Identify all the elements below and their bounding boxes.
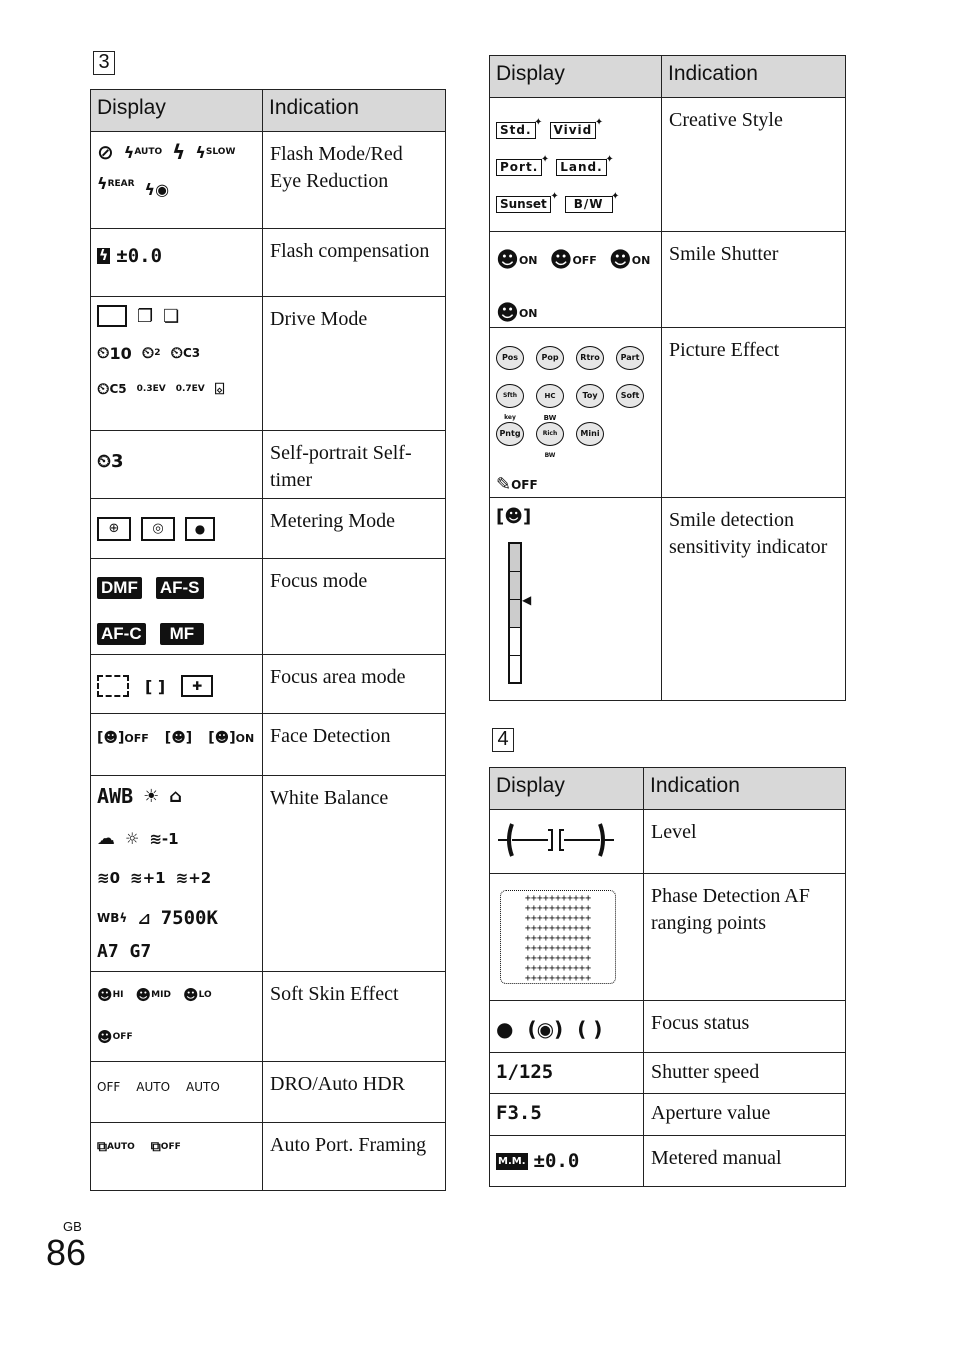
effect-posterization-icon: Pos [496, 346, 524, 370]
soft-skin-hi-icon: ☻ HI [97, 986, 124, 1004]
effect-pop-color-icon: Pop [536, 346, 564, 370]
smile-detection-icon: [☻] [496, 506, 532, 527]
row-indication: Phase Detection AF ranging points [644, 874, 846, 1001]
spot-metering-icon: ● [185, 517, 215, 541]
face-detection-registered-icon: [☻] [164, 730, 193, 746]
row-indication: Face Detection [263, 714, 446, 776]
section-label-3: 3 [93, 51, 115, 75]
fluorescent-day-white-icon: ≋ +1 [130, 869, 166, 887]
hdr-auto-icon: AUTO [186, 1080, 220, 1094]
right-bottom-table [489, 767, 846, 1187]
row-indication: Smile detection sensitivity indicator [662, 498, 846, 701]
right-top-table [489, 55, 846, 701]
row-indication: Self-portrait Self-timer [263, 431, 446, 499]
af-s-label: AF-S [156, 577, 204, 599]
row-indication: Creative Style [662, 98, 846, 232]
table-row [490, 874, 846, 1001]
center-focus-area-icon: [ ] [145, 676, 166, 696]
metered-manual-value: ±0.0 [533, 1150, 580, 1172]
style-vivid-label: Vivid ✦ [550, 122, 597, 139]
awb-label: AWB [97, 784, 134, 808]
style-landscape-label: Land. ✦ [556, 159, 606, 176]
effect-hc-bw-icon: HC BW [536, 384, 564, 408]
row-indication: Focus status [644, 1001, 846, 1053]
shutter-speed-value: 1/125 [496, 1061, 554, 1083]
table-row [490, 498, 846, 701]
continuous-icon: ❐ [137, 305, 154, 327]
daylight-icon: ☀ [143, 785, 160, 807]
flash-slow-icon: ϟ SLOW [195, 142, 236, 162]
table-row [91, 776, 446, 972]
effect-partial-color-icon: Part [616, 346, 644, 370]
row-indication: Focus mode [263, 559, 446, 655]
wide-focus-area-icon [97, 675, 129, 697]
face-detection-on-icon: [☻] ON [208, 730, 255, 746]
effect-soft-focus-icon: Soft [616, 384, 644, 408]
sensitivity-bar [508, 542, 522, 684]
self-portrait-timer-icon: ⏲ 3 [97, 451, 124, 472]
soft-skin-lo-icon: ☻ LO [182, 986, 212, 1004]
row-indication: Flash compensation [263, 229, 446, 297]
effect-retro-icon: Rtro [576, 346, 604, 370]
table-row [91, 132, 446, 229]
smile-shutter-on-icon: ☻ ON [608, 248, 651, 273]
metered-manual-icon: M.M. [496, 1153, 528, 1170]
aperture-value: F3.5 [496, 1102, 542, 1124]
smile-shutter-on-icon: ☻ ON [496, 248, 538, 273]
red-eye-icon: ϟ◉ [144, 180, 170, 199]
table-row [91, 655, 446, 714]
remote-icon: ⌺ [214, 379, 225, 398]
effect-painting-icon: Pntg [496, 422, 524, 446]
dro-off-icon: OFF [97, 1080, 121, 1094]
af-c-label: AF-C [97, 623, 146, 645]
effect-off-icon: ✎ OFF [496, 474, 538, 495]
smile-shutter-on-big-icon: ☻ ON [496, 301, 538, 326]
bracket-07-icon: 0.7EV [175, 384, 205, 394]
focus-locked-icon: ● [496, 1017, 514, 1041]
table-row [91, 1123, 446, 1191]
flash-fill-icon: ϟ [172, 140, 186, 164]
incandescent-icon: ☼ [125, 829, 140, 848]
flash-comp-icon: ϟ [99, 248, 109, 264]
flash-auto-icon: ϟ AUTO [123, 142, 163, 162]
indication-header: Indication [662, 56, 846, 98]
focus-in-progress-icon: ( ) [577, 1017, 603, 1041]
sensitivity-pointer-icon: ◀ [522, 593, 532, 607]
self-timer-cont-3-icon: ⏲ C3 [170, 343, 201, 362]
self-timer-2-icon: ⏲ 2 [141, 343, 161, 362]
wb-fine-tune-value: A7 G7 [97, 941, 152, 962]
page-number: 86 [46, 1232, 87, 1273]
row-indication: Shutter speed [644, 1053, 846, 1094]
single-shot-icon [97, 305, 127, 327]
style-standard-label: Std. ✦ [496, 122, 536, 139]
row-indication: Aperture value [644, 1094, 846, 1136]
row-indication: Focus area mode [263, 655, 446, 714]
region-label: GB [63, 1219, 82, 1234]
row-indication: White Balance [263, 776, 446, 972]
table-row [490, 328, 846, 498]
bracket-03-icon: 0.3EV [136, 384, 166, 394]
self-timer-cont-5-icon: ⏲ C5 [97, 379, 127, 398]
style-portrait-label: Port. ✦ [496, 159, 542, 176]
display-header: Display [490, 56, 662, 98]
table-row [490, 1094, 846, 1136]
phase-detection-grid-icon: +++++++++++ +++++++++++ +++++++++++ +++++++++++ +++++++++++ +++++++++++ +++++++++++ +++++++++++ +++++++++++ [500, 890, 616, 984]
indication-header: Indication [263, 90, 446, 132]
table-row [91, 559, 446, 655]
table-row [91, 714, 446, 776]
fluorescent-daylight-icon: ≋ +2 [175, 869, 212, 887]
display-header: Display [91, 90, 263, 132]
speed-continuous-icon: ❏ [163, 305, 180, 327]
dro-auto-icon: AUTO [136, 1080, 171, 1094]
table-row [490, 1001, 846, 1053]
mf-label: MF [160, 623, 205, 645]
row-indication: Soft Skin Effect [263, 972, 446, 1062]
row-indication: Auto Port. Framing [263, 1123, 446, 1191]
row-indication: Smile Shutter [662, 232, 846, 328]
row-indication: Picture Effect [662, 328, 846, 498]
effect-rich-bw-icon: Rich BW [536, 422, 564, 446]
style-bw-label: B/W ✦ [565, 196, 613, 213]
flash-rear-icon: ϟ REAR [97, 174, 135, 193]
table-row [91, 297, 446, 431]
multi-metering-icon: ⊕ [97, 517, 131, 541]
table-row [490, 810, 846, 874]
cloudy-icon: ☁ [97, 828, 115, 849]
table-row [91, 431, 446, 499]
row-indication: Flash Mode/Red Eye Reduction [263, 132, 446, 229]
effect-soft-high-key-icon: Sfth key [496, 384, 524, 408]
smile-shutter-off-icon: ☻ OFF [549, 248, 597, 273]
auto-framing-off-icon: ⧉ OFF [150, 1139, 181, 1155]
section-label-4: 4 [492, 728, 514, 752]
table-row [490, 98, 846, 232]
row-indication: Drive Mode [263, 297, 446, 431]
left-table [90, 89, 446, 1191]
face-detection-off-icon: [☻] OFF [97, 730, 149, 746]
dmf-label: DMF [97, 577, 142, 599]
row-indication: Metering Mode [263, 499, 446, 559]
table-row [91, 972, 446, 1062]
display-header: Display [490, 768, 644, 810]
soft-skin-off-icon: ☻ OFF [97, 1028, 133, 1046]
auto-framing-auto-icon: ⧉ AUTO [97, 1139, 135, 1155]
color-temp-value: 7500K [160, 907, 218, 929]
fluorescent-warm-icon: ≋ -1 [149, 829, 179, 848]
soft-skin-mid-icon: ☻ MID [135, 986, 171, 1004]
flash-comp-value: ±0.0 [116, 245, 163, 267]
row-indication: DRO/Auto HDR [263, 1062, 446, 1123]
table-row [91, 229, 446, 297]
custom-wb-icon: ⊿ [137, 908, 151, 928]
flash-off-icon: ⊘ [97, 140, 114, 164]
style-sunset-label: Sunset ✦ [496, 196, 551, 213]
row-indication: Metered manual [644, 1136, 846, 1187]
effect-miniature-icon: Mini [576, 422, 604, 446]
level-icon [496, 818, 616, 862]
self-timer-10-icon: ⏲ 10 [97, 343, 132, 363]
row-indication: Level [644, 810, 846, 874]
flash-wb-icon: WBϟ [97, 911, 128, 925]
table-row [490, 1053, 846, 1094]
table-row [490, 232, 846, 328]
center-metering-icon: ◎ [141, 517, 175, 541]
effect-toy-camera-icon: Toy [576, 384, 604, 408]
fluorescent-cool-icon: ≋ 0 [97, 869, 121, 887]
table-row [490, 1136, 846, 1187]
table-row [91, 499, 446, 559]
focus-continuous-icon: (◉) [527, 1017, 564, 1041]
shade-icon: ⌂ [169, 785, 183, 807]
flexible-spot-icon: ✚ [181, 675, 213, 697]
table-row [91, 1062, 446, 1123]
indication-header: Indication [644, 768, 846, 810]
